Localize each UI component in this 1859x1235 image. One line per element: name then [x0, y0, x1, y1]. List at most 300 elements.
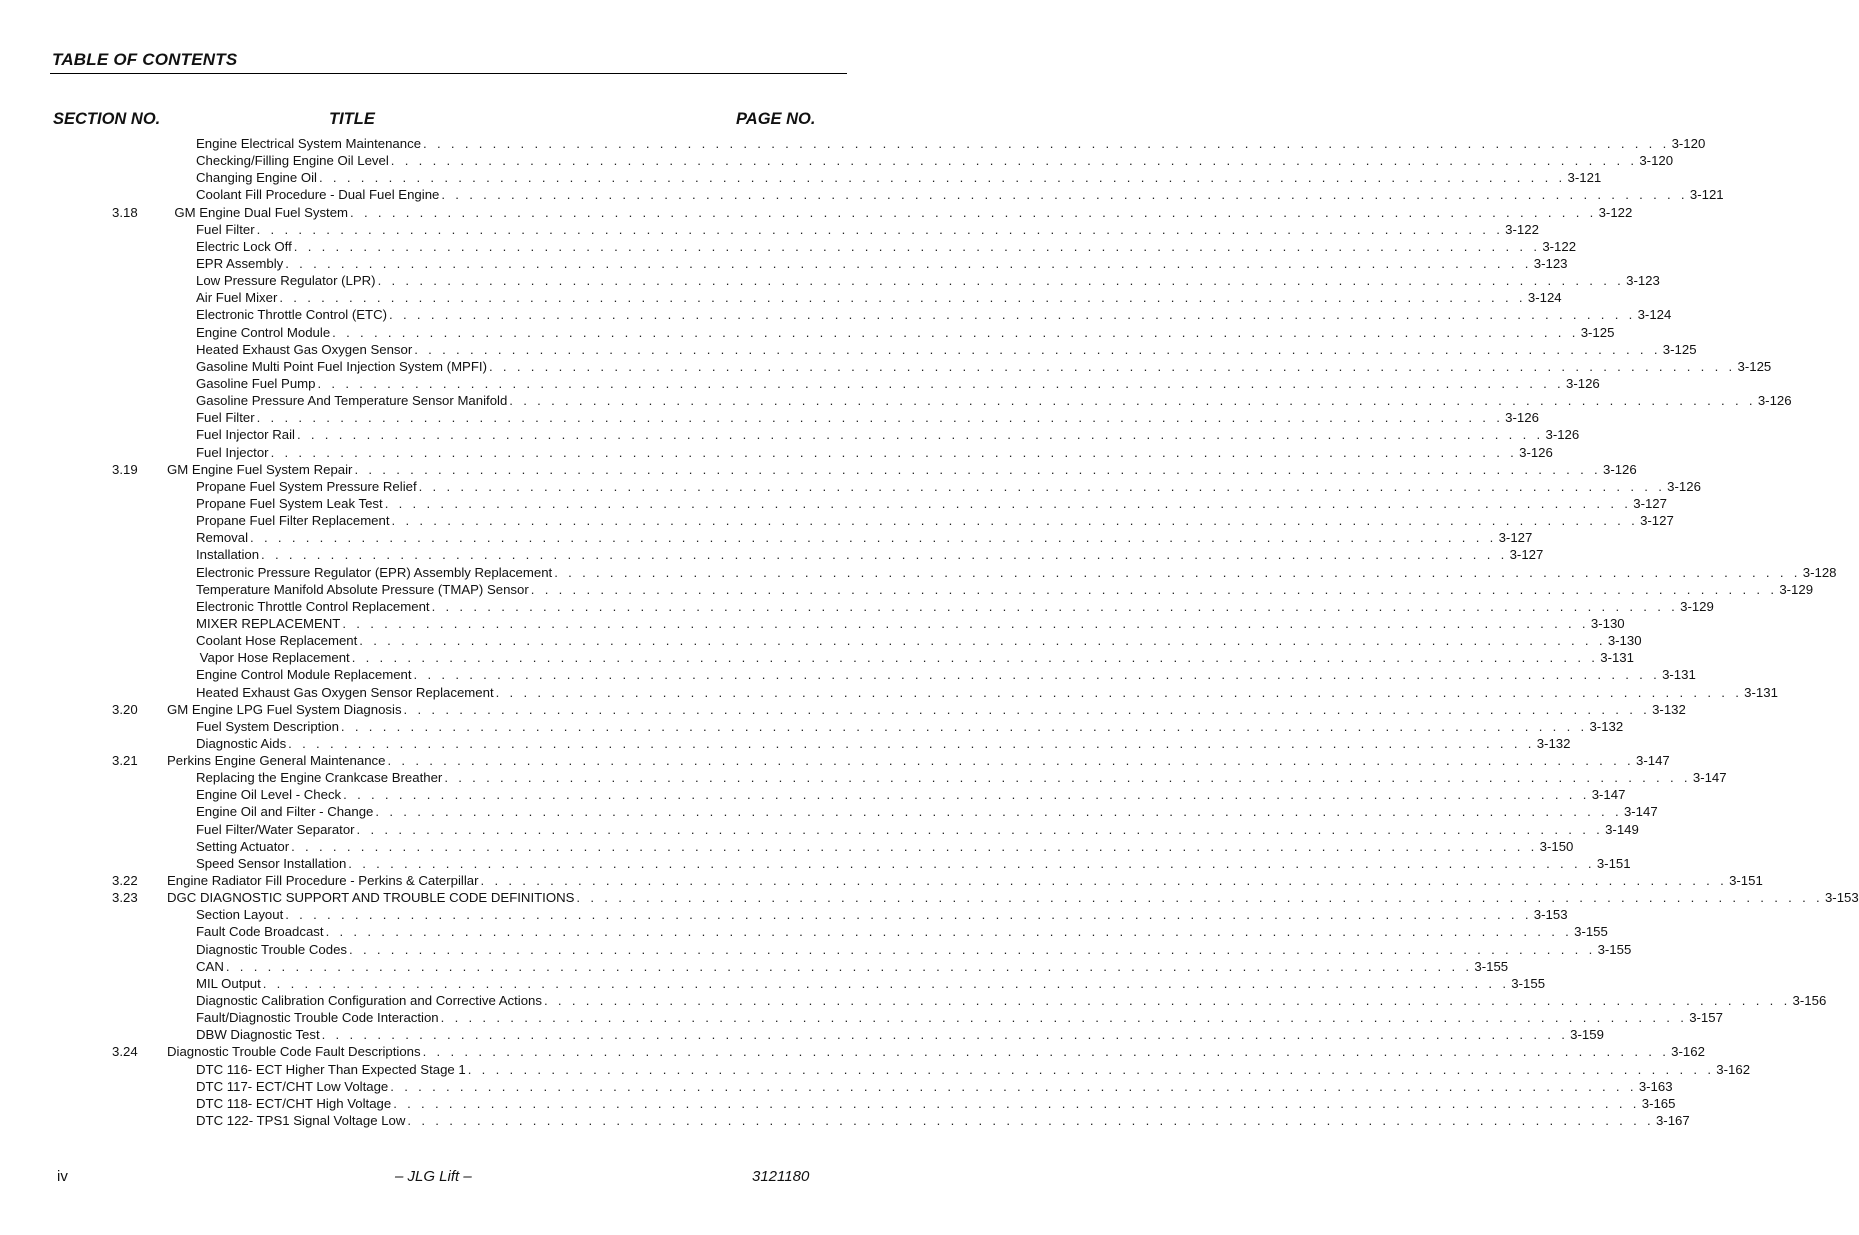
toc-entry-line	[196, 186, 1724, 203]
toc-entry-title: Gasoline Multi Point Fuel Injection System (MPFI)	[196, 358, 487, 374]
dot-leader: . . . . . . . . . . . . . . . . . . . . . . . . . . . . . . . . . . . . . . . . . . . . . . . . . . . . . . . . . . . . . . . . . . . . . . . . . . . . . . . . . . . . . . . . . .	[340, 718, 1588, 734]
toc-page-number: 3-155	[1474, 958, 1509, 974]
toc-page-number: 3-126	[1602, 461, 1637, 477]
toc-entry-line	[167, 872, 1763, 889]
toc-entry[interactable]	[0, 152, 1674, 169]
toc-entry-title: Fuel Injector	[196, 444, 269, 460]
toc-page-number: 3-162	[1716, 1061, 1751, 1077]
dot-leader: . . . . . . . . . . . . . . . . . . . . . . . . . . . . . . . . . . . . . . . . . . . . . . . . . . . . . . . . . . . . . . . . . . . . . . . . . . . . . . . . . . . . . . . . . .	[530, 581, 1778, 597]
toc-page-number: 3-126	[1545, 427, 1580, 443]
toc-entry[interactable]	[0, 1078, 1673, 1095]
toc-entry[interactable]	[0, 1095, 1676, 1112]
toc-page-number: 3-149	[1605, 821, 1639, 837]
toc-page-number: 3-162	[1671, 1044, 1705, 1060]
toc-entry-line	[196, 358, 1772, 375]
toc-entry-title: Coolant Fill Procedure - Dual Fuel Engine	[196, 187, 440, 203]
toc-entry-line	[196, 649, 1634, 666]
dot-leader: . . . . . . . . . . . . . . . . . . . . . . . . . . . . . . . . . . . . . . . . . . . . . . . . . . . . . . . . . . . . . . . . . . . . . . . . . . . . . . . . . . . . . . . . . .	[351, 650, 1599, 666]
toc-page-number: 3-122	[1542, 238, 1577, 254]
toc-entry[interactable]	[0, 169, 1602, 186]
dot-leader: . . . . . . . . . . . . . . . . . . . . . . . . . . . . . . . . . . . . . . . . . . . . . . . . . . . . . . . . . . . . . . . . . . . . . . . . . . . . . . . . . . . . . . . . . .	[332, 324, 1579, 340]
toc-entry[interactable]	[0, 426, 1580, 443]
toc-entry-title: Speed Sensor Installation	[196, 855, 347, 871]
dot-leader: . . . . . . . . . . . . . . . . . . . . . . . . . . . . . . . . . . . . . . . . . . . . . . . . . . . . . . . . . . . . . . . . . . . . . . . . . . . . . . . . . . . . . . . . . .	[390, 153, 1638, 169]
dot-leader: . . . . . . . . . . . . . . . . . . . . . . . . . . . . . . . . . . . . . . . . . . . . . . . . . . . . . . . . . . . . . . . . . . . . . . . . . . . . . . . . . . . . . . . . . .	[422, 1044, 1670, 1060]
dot-leader: . . . . . . . . . . . . . . . . . . . . . . . . . . . . . . . . . . . . . . . . . . . . . . . . . . . . . . . . . . . . . . . . . . . . . . . . . . . . . . . . . . . . . . . . . .	[387, 753, 1635, 769]
toc-entry-line	[196, 392, 1792, 409]
toc-entry-title: MIL Output	[196, 975, 261, 991]
dot-leader: . . . . . . . . . . . . . . . . . . . . . . . . . . . . . . . . . . . . . . . . . . . . . . . . . . . . . . . . . . . . . . . . . . . . . . . . . . . . . . . . . . . . . . . . . .	[393, 1095, 1640, 1111]
toc-entry-title: Fuel System Description	[196, 718, 339, 734]
toc-entry-title: Diagnostic Calibration Configuration and Corrective Actions	[196, 993, 542, 1009]
dot-leader: . . . . . . . . . . . . . . . . . . . . . . . . . . . . . . . . . . . . . . . . . . . . . . . . . . . . . . . . . . . . . . . . . . . . . . . . . . . . . . . . . . . . . . . . . .	[444, 770, 1691, 786]
dot-leader: . . . . . . . . . . . . . . . . . . . . . . . . . . . . . . . . . . . . . . . . . . . . . . . . . . . . . . . . . . . . . . . . . . . . . . . . . . . . . . . . . . . . . . . . . .	[293, 238, 1541, 254]
toc-page-number: 3-125	[1580, 324, 1615, 340]
dot-leader: . . . . . . . . . . . . . . . . . . . . . . . . . . . . . . . . . . . . . . . . . . . . . . . . . . . . . . . . . . . . . . . . . . . . . . . . . . . . . . . . . . . . . . . . . .	[390, 1078, 1637, 1094]
toc-entry[interactable]	[0, 735, 1571, 752]
toc-page-number: 3-132	[1589, 718, 1624, 734]
toc-page-number: 3-159	[1570, 1027, 1604, 1043]
footer-page-label: iv	[57, 1168, 68, 1185]
toc-entry-line	[196, 958, 1509, 975]
toc-entry[interactable]	[0, 204, 1633, 221]
toc-entry-line	[167, 1043, 1705, 1060]
toc-entry-line	[196, 272, 1660, 289]
toc-entry[interactable]	[0, 1026, 1604, 1043]
toc-entry-line	[196, 512, 1674, 529]
toc-entry[interactable]	[0, 324, 1615, 341]
dot-leader: . . . . . . . . . . . . . . . . . . . . . . . . . . . . . . . . . . . . . . . . . . . . . . . . . . . . . . . . . . . . . . . . . . . . . . . . . . . . . . . . . . . . . . . . . .	[250, 530, 1497, 546]
toc-page-number: 3-155	[1511, 975, 1546, 991]
toc-list	[0, 135, 1859, 1129]
toc-entry-title: Fuel Filter/Water Separator	[196, 821, 355, 837]
dot-leader: . . . . . . . . . . . . . . . . . . . . . . . . . . . . . . . . . . . . . . . . . . . . . . . . . . . . . . . . . . . . . . . . . . . . . . . . . . . . . . . . . . . . . . . . . .	[414, 341, 1661, 357]
toc-entry[interactable]	[0, 769, 1727, 786]
toc-entry[interactable]	[0, 135, 1706, 152]
header-rule	[50, 73, 847, 74]
toc-entry-title: Checking/Filling Engine Oil Level	[196, 153, 389, 169]
toc-entry[interactable]	[0, 272, 1660, 289]
toc-entry-line	[196, 941, 1632, 958]
toc-page-number: 3-153	[1533, 907, 1568, 923]
toc-entry-line	[196, 855, 1631, 872]
dot-leader: . . . . . . . . . . . . . . . . . . . . . . . . . . . . . . . . . . . . . . . . . . . . . . . . . . . . . . . . . . . . . . . . . . . . . . . . . . . . . . . . . . . . . . . . . .	[440, 1010, 1688, 1026]
toc-entry[interactable]	[0, 615, 1625, 632]
toc-entry-line	[196, 718, 1624, 735]
toc-entry-line	[196, 838, 1574, 855]
dot-leader: . . . . . . . . . . . . . . . . . . . . . . . . . . . . . . . . . . . . . . . . . . . . . . . . . . . . . . . . . . . . . . . . . . . . . . . . . . . . . . . . . . . . . . . . . .	[480, 873, 1728, 889]
dot-leader: . . . . . . . . . . . . . . . . . . . . . . . . . . . . . . . . . . . . . . . . . . . . . . . . . . . . . . . . . . . . . . . . . . . . . . . . . . . . . . . . . . . . . . . . . .	[403, 701, 1651, 717]
toc-entry-line	[167, 461, 1637, 478]
toc-entry-title: Diagnostic Aids	[196, 735, 287, 751]
toc-entry-title: Temperature Manifold Absolute Pressure (TMAP) Sensor	[196, 581, 529, 597]
toc-entry-title: Vapor Hose Replacement	[196, 650, 350, 666]
column-header-section: SECTION NO.	[53, 110, 161, 128]
dot-leader: . . . . . . . . . . . . . . . . . . . . . . . . . . . . . . . . . . . . . . . . . . . . . . . . . . . . . . . . . . . . . . . . . . . . . . . . . . . . . . . . . . . . . . . . . .	[350, 204, 1597, 220]
toc-entry-line	[196, 1095, 1676, 1112]
toc-page-number: 3-132	[1652, 701, 1686, 717]
toc-entry-line	[196, 221, 1539, 238]
toc-entry[interactable]	[0, 1043, 1705, 1060]
dot-leader: . . . . . . . . . . . . . . . . . . . . . . . . . . . . . . . . . . . . . . . . . . . . . . . . . . . . . . . . . . . . . . . . . . . . . . . . . . . . . . . . . . . . . . . . . .	[418, 478, 1666, 494]
footer-doc-number: 3121180	[752, 1168, 810, 1185]
column-header-page: PAGE NO.	[736, 110, 816, 128]
toc-entry-line	[196, 478, 1701, 495]
footer-publisher: – JLG Lift –	[395, 1168, 472, 1185]
toc-section-number: 3.21	[112, 753, 138, 769]
column-header-title: TITLE	[329, 110, 375, 128]
toc-entry[interactable]	[0, 821, 1639, 838]
toc-entry[interactable]	[0, 512, 1674, 529]
toc-entry[interactable]	[0, 598, 1714, 615]
toc-entry[interactable]	[0, 255, 1568, 272]
toc-section-number: 3.19	[112, 461, 138, 477]
dot-leader: . . . . . . . . . . . . . . . . . . . . . . . . . . . . . . . . . . . . . . . . . . . . . . . . . . . . . . . . . . . . . . . . . . . . . . . . . . . . . . . . . . . . . . . . . .	[576, 890, 1823, 906]
toc-entry-line	[196, 255, 1568, 272]
toc-entry[interactable]	[0, 529, 1533, 546]
dot-leader: . . . . . . . . . . . . . . . . . . . . . . . . . . . . . . . . . . . . . . . . . . . . . . . . . . . . . . . . . . . . . . . . . . . . . . . . . . . . . . . . . . . . . . . . . .	[325, 924, 1573, 940]
toc-entry-line	[196, 324, 1615, 341]
toc-entry-line	[196, 821, 1639, 838]
toc-entry-line	[196, 769, 1727, 786]
toc-page-number: 3-121	[1689, 187, 1724, 203]
toc-page-number: 3-130	[1607, 633, 1642, 649]
dot-leader: . . . . . . . . . . . . . . . . . . . . . . . . . . . . . . . . . . . . . . . . . . . . . . . . . . . . . . . . . . . . . . . . . . . . . . . . . . . . . . . . . . . . . . . . . .	[296, 427, 1544, 443]
toc-entry-title: Propane Fuel System Leak Test	[196, 495, 383, 511]
toc-page-number: 3-130	[1590, 615, 1625, 631]
toc-page-number: 3-123	[1533, 255, 1568, 271]
toc-entry-line	[196, 1061, 1751, 1078]
dot-leader: . . . . . . . . . . . . . . . . . . . . . . . . . . . . . . . . . . . . . . . . . . . . . . . . . . . . . . . . . . . . . . . . . . . . . . . . . . . . . . . . . . . . . . . . . .	[384, 495, 1632, 511]
toc-page-number: 3-127	[1509, 547, 1544, 563]
toc-entry-title: Changing Engine Oil	[196, 170, 317, 186]
dot-leader: . . . . . . . . . . . . . . . . . . . . . . . . . . . . . . . . . . . . . . . . . . . . . . . . . . . . . . . . . . . . . . . . . . . . . . . . . . . . . . . . . . . . . . . . . .	[391, 513, 1639, 529]
toc-entry-title: Air Fuel Mixer	[196, 290, 278, 306]
dot-leader: . . . . . . . . . . . . . . . . . . . . . . . . . . . . . . . . . . . . . . . . . . . . . . . . . . . . . . . . . . . . . . . . . . . . . . . . . . . . . . . . . . . . . . . . . .	[256, 410, 1504, 426]
toc-page-number: 3-155	[1574, 924, 1608, 940]
toc-entry[interactable]	[0, 546, 1544, 563]
toc-entry-line	[167, 204, 1633, 221]
toc-entry-title: Setting Actuator	[196, 838, 290, 854]
toc-entry[interactable]	[0, 478, 1701, 495]
toc-entry[interactable]	[0, 461, 1637, 478]
toc-page-number: 3-131	[1744, 684, 1778, 700]
toc-entry-line	[196, 426, 1580, 443]
dot-leader: . . . . . . . . . . . . . . . . . . . . . . . . . . . . . . . . . . . . . . . . . . . . . . . . . . . . . . . . . . . . . . . . . . . . . . . . . . . . . . . . . . . . . . . . . .	[375, 804, 1622, 820]
toc-entry[interactable]	[0, 923, 1608, 940]
toc-entry-line	[196, 135, 1706, 152]
toc-entry[interactable]	[0, 238, 1577, 255]
toc-entry-title: Removal	[196, 530, 249, 546]
dot-leader: . . . . . . . . . . . . . . . . . . . . . . . . . . . . . . . . . . . . . . . . . . . . . . . . . . . . . . . . . . . . . . . . . . . . . . . . . . . . . . . . . . . . . . . . . .	[354, 461, 1601, 477]
toc-section-number: 3.24	[112, 1044, 138, 1060]
dot-leader: . . . . . . . . . . . . . . . . . . . . . . . . . . . . . . . . . . . . . . . . . . . . . . . . . . . . . . . . . . . . . . . . . . . . . . . . . . . . . . . . . . . . . . . . . .	[256, 221, 1504, 237]
toc-entry-line	[196, 238, 1577, 255]
toc-entry[interactable]	[0, 1061, 1751, 1078]
toc-entry[interactable]	[0, 718, 1624, 735]
toc-page-number: 3-124	[1637, 307, 1672, 323]
toc-entry-line	[196, 666, 1696, 683]
toc-entry-title: Engine Electrical System Maintenance	[196, 136, 422, 151]
toc-entry[interactable]	[0, 666, 1696, 683]
toc-entry-line	[196, 306, 1672, 323]
toc-page-number: 3-126	[1566, 375, 1600, 391]
page-header-title: TABLE OF CONTENTS	[52, 50, 238, 69]
toc-page-number: 3-150	[1539, 838, 1574, 854]
toc-entry-title: Diagnostic Trouble Code Fault Descriptions	[167, 1044, 421, 1060]
toc-page-number: 3-151	[1596, 855, 1631, 871]
toc-entry-title: Replacing the Engine Crankcase Breather	[196, 770, 443, 786]
toc-entry[interactable]	[0, 1112, 1690, 1129]
dot-leader: . . . . . . . . . . . . . . . . . . . . . . . . . . . . . . . . . . . . . . . . . . . . . . . . . . . . . . . . . . . . . . . . . . . . . . . . . . . . . . . . . . . . . . . . . .	[348, 855, 1595, 871]
toc-page-number: 3-167	[1655, 1113, 1690, 1129]
toc-entry-title: CAN	[196, 958, 224, 974]
toc-entry-title: Heated Exhaust Gas Oxygen Sensor Replacement	[196, 684, 494, 700]
dot-leader: . . . . . . . . . . . . . . . . . . . . . . . . . . . . . . . . . . . . . . . . . . . . . . . . . . . . . . . . . . . . . . . . . . . . . . . . . . . . . . . . . . . . . . . . . .	[261, 547, 1508, 563]
toc-entry-title: Coolant Hose Replacement	[196, 633, 358, 649]
toc-entry-title: Electric Lock Off	[196, 238, 292, 254]
dot-leader: . . . . . . . . . . . . . . . . . . . . . . . . . . . . . . . . . . . . . . . . . . . . . . . . . . . . . . . . . . . . . . . . . . . . . . . . . . . . . . . . . . . . . . . . . .	[407, 1113, 1654, 1129]
toc-section-number: 3.22	[112, 873, 138, 889]
toc-entry-line	[196, 992, 1827, 1009]
toc-entry-line	[167, 752, 1670, 769]
toc-entry-title: Electronic Throttle Control (ETC)	[196, 307, 388, 323]
toc-entry-title: Fault Code Broadcast	[196, 924, 324, 940]
dot-leader: . . . . . . . . . . . . . . . . . . . . . . . . . . . . . . . . . . . . . . . . . . . . . . . . . . . . . . . . . . . . . . . . . . . . . . . . . . . . . . . . . . . . . . . . . .	[285, 255, 1532, 271]
toc-page-number: 3-120	[1639, 153, 1674, 169]
toc-page-number: 3-126	[1505, 410, 1539, 426]
toc-page-number: 3-155	[1597, 941, 1632, 957]
toc-entry-title: DGC DIAGNOSTIC SUPPORT AND TROUBLE CODE DEFINITIONS	[167, 890, 575, 906]
toc-entry-line	[196, 289, 1562, 306]
dot-leader: . . . . . . . . . . . . . . . . . . . . . . . . . . . . . . . . . . . . . . . . . . . . . . . . . . . . . . . . . . . . . . . . . . . . . . . . . . . . . . . . . . . . . . . . . .	[349, 941, 1596, 957]
toc-entry-title: DTC 118- ECT/CHT High Voltage	[196, 1095, 392, 1111]
toc-section-number: 3.18	[112, 204, 138, 220]
toc-entry-line	[196, 564, 1837, 581]
dot-leader: . . . . . . . . . . . . . . . . . . . . . . . . . . . . . . . . . . . . . . . . . . . . . . . . . . . . . . . . . . . . . . . . . . . . . . . . . . . . . . . . . . . . . . . . . .	[413, 667, 1661, 683]
toc-entry-title: Engine Control Module Replacement	[196, 667, 412, 683]
dot-leader: . . . . . . . . . . . . . . . . . . . . . . . . . . . . . . . . . . . . . . . . . . . . . . . . . . . . . . . . . . . . . . . . . . . . . . . . . . . . . . . . . . . . . . . . . .	[431, 598, 1679, 614]
toc-entry[interactable]	[0, 872, 1763, 889]
dot-leader: . . . . . . . . . . . . . . . . . . . . . . . . . . . . . . . . . . . . . . . . . . . . . . . . . . . . . . . . . . . . . . . . . . . . . . . . . . . . . . . . . . . . . . . . . .	[342, 615, 1589, 631]
toc-page-number: 3-131	[1600, 650, 1634, 666]
toc-page-number: 3-147	[1636, 753, 1670, 769]
toc-entry-line	[196, 546, 1544, 563]
toc-entry-title: Propane Fuel System Pressure Relief	[196, 478, 417, 494]
toc-entry-line	[196, 906, 1568, 923]
toc-entry[interactable]	[0, 975, 1546, 992]
toc-page-number: 3-132	[1536, 735, 1571, 751]
toc-entry-line	[196, 495, 1667, 512]
toc-entry-title: DTC 117- ECT/CHT Low Voltage	[196, 1078, 389, 1094]
toc-entry[interactable]	[0, 992, 1827, 1009]
toc-page-number: 3-151	[1729, 873, 1763, 889]
dot-leader: . . . . . . . . . . . . . . . . . . . . . . . . . . . . . . . . . . . . . . . . . . . . . . . . . . . . . . . . . . . . . . . . . . . . . . . . . . . . . . . . . . . . . . . . . .	[225, 958, 1473, 974]
toc-page-number: 3-124	[1527, 290, 1562, 306]
toc-entry-title: Low Pressure Regulator (LPR)	[196, 273, 376, 289]
toc-entry[interactable]	[0, 889, 1859, 906]
dot-leader: . . . . . . . . . . . . . . . . . . . . . . . . . . . . . . . . . . . . . . . . . . . . . . . . . . . . . . . . . . . . . . . . . . . . . . . . . . . . . . . . . . . . . . . . . .	[317, 375, 1565, 391]
toc-page-number: 3-129	[1779, 581, 1814, 597]
dot-leader: . . . . . . . . . . . . . . . . . . . . . . . . . . . . . . . . . . . . . . . . . . . . . . . . . . . . . . . . . . . . . . . . . . . . . . . . . . . . . . . . . . . . . . . . . .	[467, 1061, 1715, 1077]
toc-entry-title: Engine Radiator Fill Procedure - Perkins & Caterpillar	[167, 873, 479, 889]
toc-page-number: 3-126	[1667, 478, 1701, 494]
dot-leader: . . . . . . . . . . . . . . . . . . . . . . . . . . . . . . . . . . . . . . . . . . . . . . . . . . . . . . . . . . . . . . . . . . . . . . . . . . . . . . . . . . . . . . . . . .	[509, 393, 1756, 409]
toc-page-number: 3-128	[1802, 564, 1837, 580]
toc-entry-title: Engine Oil and Filter - Change	[196, 804, 374, 820]
toc-entry-line	[196, 598, 1714, 615]
toc-page-number: 3-122	[1505, 221, 1539, 237]
dot-leader: . . . . . . . . . . . . . . . . . . . . . . . . . . . . . . . . . . . . . . . . . . . . . . . . . . . . . . . . . . . . . . . . . . . . . . . . . . . . . . . . . . . . . . . . . .	[288, 735, 1535, 751]
toc-section-number: 3.23	[112, 890, 138, 906]
toc-entry[interactable]	[0, 186, 1724, 203]
toc-entry-line	[196, 341, 1697, 358]
toc-entry[interactable]	[0, 803, 1658, 820]
toc-page-number: 3-156	[1792, 993, 1827, 1009]
toc-entry[interactable]	[0, 392, 1792, 409]
toc-page-number: 3-123	[1626, 273, 1660, 289]
toc-entry-title: Diagnostic Trouble Codes	[196, 941, 348, 957]
toc-entry-line	[196, 615, 1625, 632]
toc-entry-line	[196, 1026, 1604, 1043]
toc-page-number: 3-163	[1638, 1078, 1673, 1094]
toc-entry[interactable]	[0, 958, 1509, 975]
toc-entry[interactable]	[0, 1009, 1723, 1026]
toc-entry-line	[196, 1009, 1723, 1026]
toc-page-number: 3-147	[1623, 804, 1658, 820]
toc-entry-line	[196, 735, 1571, 752]
toc-entry-line	[196, 152, 1674, 169]
toc-page-number: 3-153	[1824, 890, 1859, 906]
toc-entry-title: Electronic Throttle Control Replacement	[196, 598, 430, 614]
toc-page-number: 3-127	[1633, 495, 1667, 511]
toc-entry-title: Electronic Pressure Regulator (EPR) Assembly Replacement	[196, 564, 553, 580]
toc-entry-title: Gasoline Pressure And Temperature Sensor Manifold	[196, 393, 508, 409]
toc-entry[interactable]	[0, 632, 1642, 649]
toc-entry[interactable]	[0, 838, 1574, 855]
toc-entry-line	[196, 803, 1658, 820]
toc-entry-title: DBW Diagnostic Test	[196, 1027, 320, 1043]
dot-leader: . . . . . . . . . . . . . . . . . . . . . . . . . . . . . . . . . . . . . . . . . . . . . . . . . . . . . . . . . . . . . . . . . . . . . . . . . . . . . . . . . . . . . . . . . .	[423, 136, 1670, 151]
toc-entry-title: DTC 122- TPS1 Signal Voltage Low	[196, 1113, 406, 1129]
toc-page-number: 3-120	[1671, 136, 1706, 151]
dot-leader: . . . . . . . . . . . . . . . . . . . . . . . . . . . . . . . . . . . . . . . . . . . . . . . . . . . . . . . . . . . . . . . . . . . . . . . . . . . . . . . . . . . . . . . . . .	[318, 170, 1566, 186]
toc-page-number: 3-147	[1692, 770, 1727, 786]
toc-entry-line	[196, 409, 1539, 426]
toc-entry-title: Fuel Injector Rail	[196, 427, 295, 443]
dot-leader: . . . . . . . . . . . . . . . . . . . . . . . . . . . . . . . . . . . . . . . . . . . . . . . . . . . . . . . . . . . . . . . . . . . . . . . . . . . . . . . . . . . . . . . . . .	[441, 187, 1688, 203]
toc-entry[interactable]	[0, 306, 1672, 323]
toc-entry-line	[196, 375, 1600, 392]
toc-entry-line	[196, 632, 1642, 649]
toc-entry[interactable]	[0, 375, 1600, 392]
toc-entry[interactable]	[0, 444, 1553, 461]
toc-entry[interactable]	[0, 941, 1632, 958]
toc-page-number: 3-165	[1641, 1095, 1676, 1111]
toc-entry-title: Propane Fuel Filter Replacement	[196, 513, 390, 529]
toc-page-number: 3-131	[1662, 667, 1696, 683]
toc-entry[interactable]	[0, 906, 1568, 923]
toc-entry[interactable]	[0, 649, 1634, 666]
toc-entry-line	[167, 701, 1686, 718]
toc-entry-line	[196, 923, 1608, 940]
dot-leader: . . . . . . . . . . . . . . . . . . . . . . . . . . . . . . . . . . . . . . . . . . . . . . . . . . . . . . . . . . . . . . . . . . . . . . . . . . . . . . . . . . . . . . . . . .	[359, 633, 1606, 649]
toc-entry-line	[196, 786, 1626, 803]
dot-leader: . . . . . . . . . . . . . . . . . . . . . . . . . . . . . . . . . . . . . . . . . . . . . . . . . . . . . . . . . . . . . . . . . . . . . . . . . . . . . . . . . . . . . . . . . .	[262, 975, 1510, 991]
dot-leader: . . . . . . . . . . . . . . . . . . . . . . . . . . . . . . . . . . . . . . . . . . . . . . . . . . . . . . . . . . . . . . . . . . . . . . . . . . . . . . . . . . . . . . . . . .	[488, 358, 1736, 374]
toc-entry-title: MIXER REPLACEMENT	[196, 615, 341, 631]
dot-leader: . . . . . . . . . . . . . . . . . . . . . . . . . . . . . . . . . . . . . . . . . . . . . . . . . . . . . . . . . . . . . . . . . . . . . . . . . . . . . . . . . . . . . . . . . .	[389, 307, 1636, 323]
toc-entry-title: Fault/Diagnostic Trouble Code Interaction	[196, 1010, 439, 1026]
toc-entry-line	[167, 889, 1859, 906]
dot-leader: . . . . . . . . . . . . . . . . . . . . . . . . . . . . . . . . . . . . . . . . . . . . . . . . . . . . . . . . . . . . . . . . . . . . . . . . . . . . . . . . . . . . . . . . . .	[356, 821, 1604, 837]
dot-leader: . . . . . . . . . . . . . . . . . . . . . . . . . . . . . . . . . . . . . . . . . . . . . . . . . . . . . . . . . . . . . . . . . . . . . . . . . . . . . . . . . . . . . . . . . .	[343, 787, 1590, 803]
toc-entry[interactable]	[0, 409, 1539, 426]
toc-entry[interactable]	[0, 221, 1539, 238]
toc-page-number: 3-126	[1519, 444, 1553, 460]
toc-entry[interactable]	[0, 341, 1697, 358]
toc-page-number: 3-147	[1591, 787, 1626, 803]
toc-entry-title: GM Engine Fuel System Repair	[167, 461, 353, 477]
toc-entry-title: Installation	[196, 547, 260, 563]
toc-entry-title: Gasoline Fuel Pump	[196, 375, 316, 391]
toc-page-number: 3-126	[1757, 393, 1792, 409]
dot-leader: . . . . . . . . . . . . . . . . . . . . . . . . . . . . . . . . . . . . . . . . . . . . . . . . . . . . . . . . . . . . . . . . . . . . . . . . . . . . . . . . . . . . . . . . . .	[279, 290, 1526, 306]
toc-entry[interactable]	[0, 855, 1631, 872]
toc-page-number: 3-122	[1598, 204, 1633, 220]
toc-entry-title: Perkins Engine General Maintenance	[167, 753, 386, 769]
toc-entry-title: Heated Exhaust Gas Oxygen Sensor	[196, 341, 413, 357]
toc-page-number: 3-125	[1662, 341, 1697, 357]
dot-leader: . . . . . . . . . . . . . . . . . . . . . . . . . . . . . . . . . . . . . . . . . . . . . . . . . . . . . . . . . . . . . . . . . . . . . . . . . . . . . . . . . . . . . . . . . .	[377, 273, 1625, 289]
toc-entry[interactable]	[0, 289, 1562, 306]
toc-entry[interactable]	[0, 786, 1626, 803]
toc-entry-title: GM Engine LPG Fuel System Diagnosis	[167, 701, 402, 717]
toc-entry[interactable]	[0, 495, 1667, 512]
toc-entry[interactable]	[0, 684, 1778, 701]
toc-entry-title: Fuel Filter	[196, 410, 255, 426]
toc-entry-line	[196, 1078, 1673, 1095]
dot-leader: . . . . . . . . . . . . . . . . . . . . . . . . . . . . . . . . . . . . . . . . . . . . . . . . . . . . . . . . . . . . . . . . . . . . . . . . . . . . . . . . . . . . . . . . . .	[321, 1027, 1569, 1043]
dot-leader: . . . . . . . . . . . . . . . . . . . . . . . . . . . . . . . . . . . . . . . . . . . . . . . . . . . . . . . . . . . . . . . . . . . . . . . . . . . . . . . . . . . . . . . . . .	[291, 838, 1538, 854]
toc-section-number: 3.20	[112, 701, 138, 717]
toc-entry-line	[196, 975, 1546, 992]
toc-entry[interactable]	[0, 358, 1772, 375]
toc-entry-line	[196, 581, 1814, 598]
toc-entry-title: GM Engine Dual Fuel System	[167, 204, 349, 220]
toc-entry[interactable]	[0, 564, 1837, 581]
toc-entry[interactable]	[0, 581, 1814, 598]
dot-leader: . . . . . . . . . . . . . . . . . . . . . . . . . . . . . . . . . . . . . . . . . . . . . . . . . . . . . . . . . . . . . . . . . . . . . . . . . . . . . . . . . . . . . . . . . .	[544, 993, 1791, 1009]
dot-leader: . . . . . . . . . . . . . . . . . . . . . . . . . . . . . . . . . . . . . . . . . . . . . . . . . . . . . . . . . . . . . . . . . . . . . . . . . . . . . . . . . . . . . . . . . .	[270, 444, 1518, 460]
toc-page-number: 3-127	[1640, 513, 1674, 529]
toc-entry-line	[196, 1112, 1690, 1129]
toc-entry-title: Engine Control Module	[196, 324, 331, 340]
toc-entry[interactable]	[0, 752, 1670, 769]
toc-entry-title: Fuel Filter	[196, 221, 255, 237]
toc-entry-line	[196, 529, 1533, 546]
toc-entry-line	[196, 169, 1602, 186]
dot-leader: . . . . . . . . . . . . . . . . . . . . . . . . . . . . . . . . . . . . . . . . . . . . . . . . . . . . . . . . . . . . . . . . . . . . . . . . . . . . . . . . . . . . . . . . . .	[495, 684, 1743, 700]
toc-entry-line	[196, 444, 1553, 461]
toc-entry-title: EPR Assembly	[196, 255, 284, 271]
toc-entry[interactable]	[0, 701, 1686, 718]
toc-page-number: 3-127	[1498, 530, 1533, 546]
toc-page-number: 3-121	[1567, 170, 1602, 186]
dot-leader: . . . . . . . . . . . . . . . . . . . . . . . . . . . . . . . . . . . . . . . . . . . . . . . . . . . . . . . . . . . . . . . . . . . . . . . . . . . . . . . . . . . . . . . . . .	[285, 907, 1532, 923]
toc-entry-line	[196, 684, 1778, 701]
toc-page-number: 3-129	[1680, 598, 1714, 614]
